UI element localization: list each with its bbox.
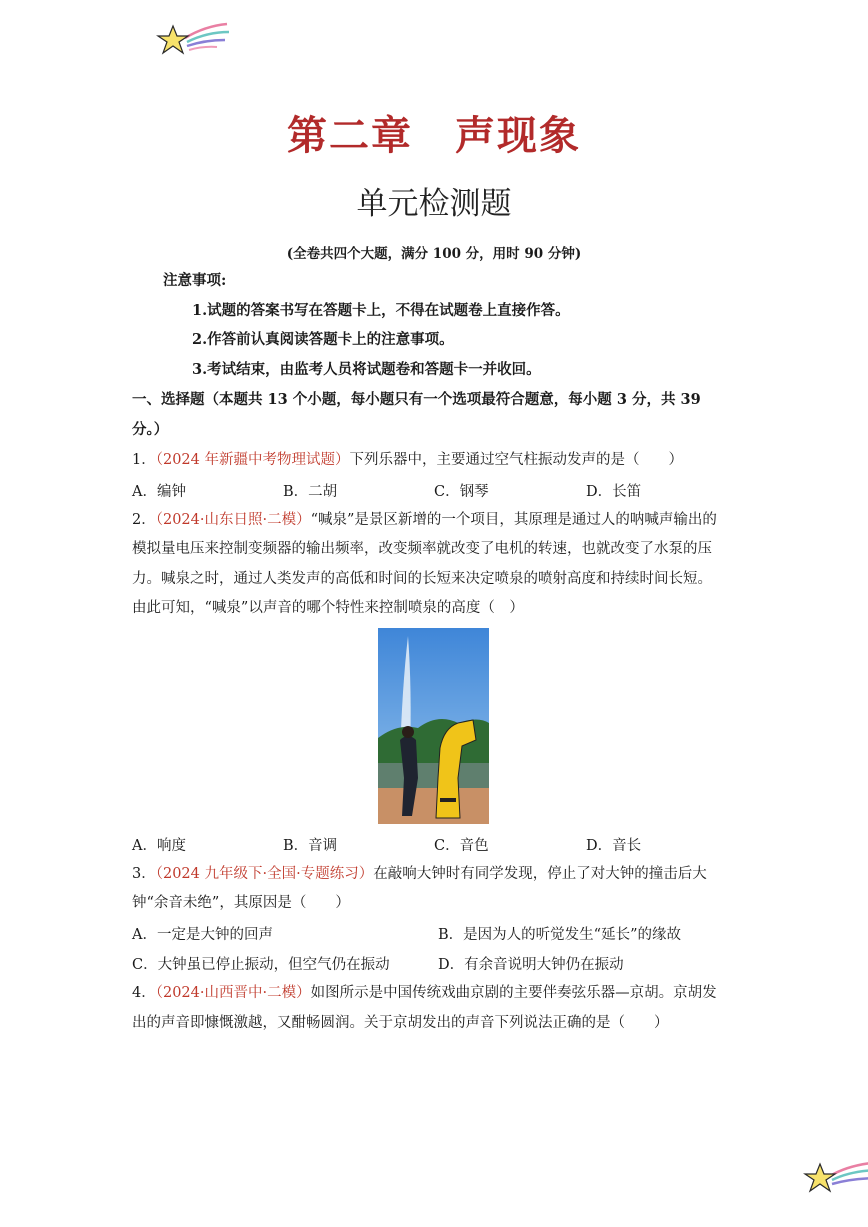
question-1 <box>132 450 683 470</box>
page-subtitle: 单元检测题 <box>356 186 512 222</box>
note-item: 1.试题的答案书写在答题卡上，不得在试题卷上直接作答。 <box>192 302 570 319</box>
option-b: B．音调 <box>283 838 338 854</box>
section-heading: 一、选择题（本题共 13 个小题，每小题只有一个选项最符合题意，每小题 3 分，共 39 <box>132 391 701 408</box>
question-source: （2024·山西晋中·二模） <box>155 985 311 1001</box>
question-3 <box>132 864 707 884</box>
option-d: D．音长 <box>586 838 642 854</box>
chapter-title: 第二章 声现象 <box>287 112 581 159</box>
question-text: 力。喊泉之时，通过人类发声的高低和时间的长短来决定喷泉的喷射高度和持续时间长短。 <box>132 571 712 587</box>
question-source: （2024·山东日照·二模） <box>155 512 311 528</box>
question-2 <box>132 510 717 530</box>
option-c: C．音色 <box>434 838 489 854</box>
shooting-star-icon <box>155 18 235 68</box>
option-a: A．响度 <box>132 838 186 854</box>
note-item: 3.考试结束，由监考人员将试题卷和答题卡一并收回。 <box>192 361 541 378</box>
question-number: 3． <box>132 866 156 882</box>
question-text: 模拟量电压来控制变频器的输出频率，改变频率就改变了电机的转速，也就改变了水泵的压 <box>132 541 712 557</box>
option-c: C．大钟虽已停止振动，但空气仍在振动 <box>132 957 390 973</box>
option-b: B．二胡 <box>283 484 338 500</box>
notes-heading: 注意事项: <box>163 272 227 289</box>
question-source: （2024 年新疆中考物理试题） <box>155 452 350 468</box>
question-number: 2． <box>132 512 156 528</box>
shooting-star-icon <box>802 1156 868 1202</box>
question-text: 在敲响大钟时有同学发现，停止了对大钟的撞击后大 <box>373 866 707 882</box>
option-b: B．是因为人的听觉发生“延长”的缘故 <box>438 927 681 943</box>
section-heading-cont: 分。） <box>132 421 169 438</box>
question-number: 1． <box>132 452 156 468</box>
note-item: 2.作答前认真阅读答题卡上的注意事项。 <box>192 331 454 348</box>
question-number: 4． <box>132 985 156 1001</box>
question-4 <box>132 983 717 1003</box>
question-text: 钟“余音未绝”，其原因是（ ） <box>132 895 350 911</box>
question-text: “喊泉”是景区新增的一个项目，其原理是通过人的呐喊声输出的 <box>310 512 717 528</box>
question-text: 下列乐器中，主要通过空气柱振动发声的是（ ） <box>349 452 683 468</box>
exam-info: (全卷共四个大题，满分 100 分，用时 90 分钟) <box>286 246 582 262</box>
fountain-photo <box>378 628 489 824</box>
question-text: 由此可知，“喊泉”以声音的哪个特性来控制喷泉的高度（ ） <box>132 600 524 616</box>
option-a: A．编钟 <box>132 484 186 500</box>
option-a: A．一定是大钟的回声 <box>132 927 273 943</box>
option-c: C．钢琴 <box>434 484 489 500</box>
option-d: D．长笛 <box>586 484 642 500</box>
question-text: 出的声音即慷慨激越，又酣畅圆润。关于京胡发出的声音下列说法正确的是（ ） <box>132 1015 669 1031</box>
question-source: （2024 九年级下·全国·专题练习） <box>155 866 374 882</box>
question-text: 如图所示是中国传统戏曲京剧的主要伴奏弦乐器—京胡。京胡发 <box>310 985 717 1001</box>
option-d: D．有余音说明大钟仍在振动 <box>438 957 624 973</box>
